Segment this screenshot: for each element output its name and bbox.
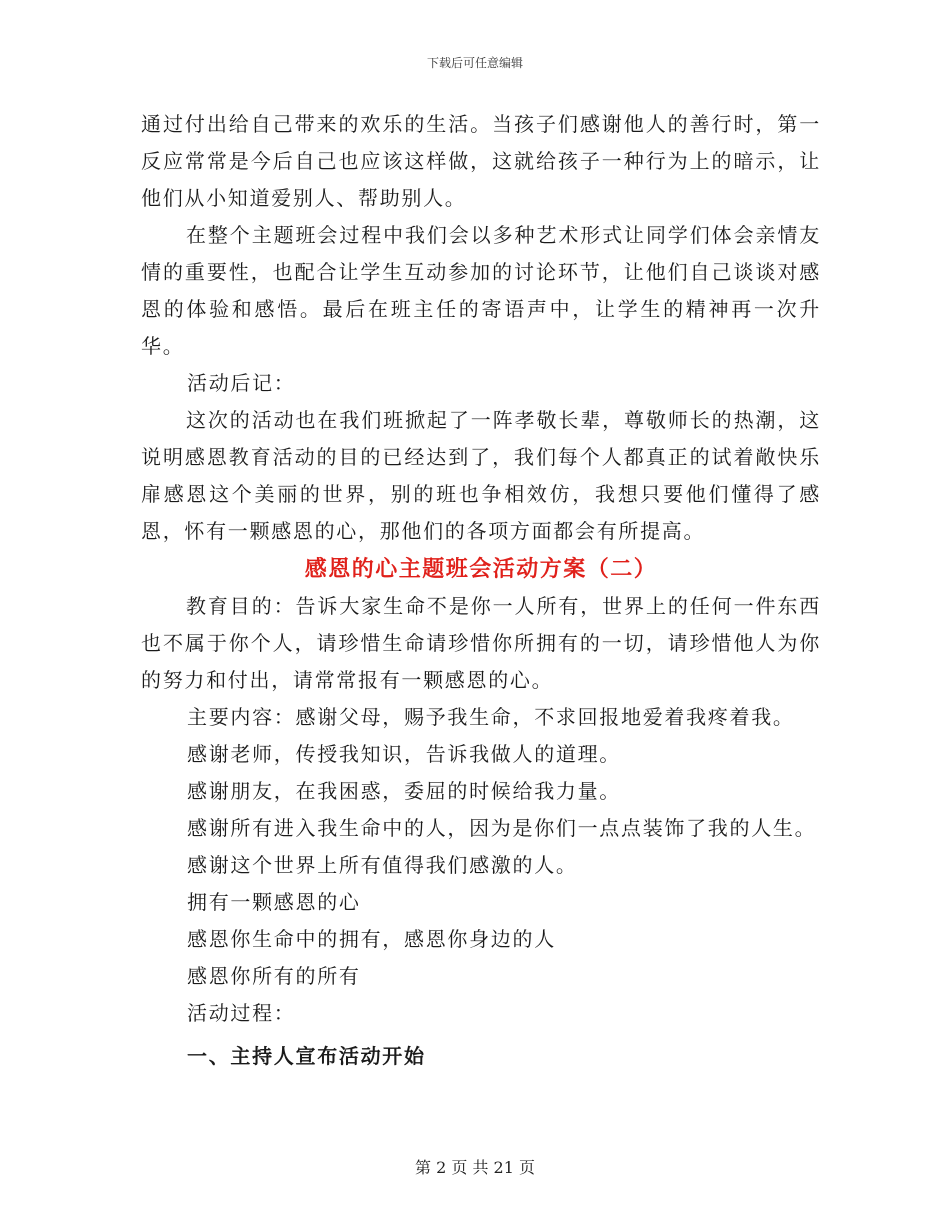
content-line: 感恩你生命中的拥有，感恩你身边的人 — [187, 927, 556, 951]
content-line: 感谢朋友，在我困惑，委屈的时候给我力量。 — [187, 779, 621, 803]
content-line: 感谢老师，传授我知识，告诉我做人的道理。 — [187, 742, 621, 766]
afterword-label: 活动后记： — [187, 371, 296, 395]
content-line: 拥有一颗感恩的心 — [187, 890, 361, 914]
activity-process-label: 活动过程： — [187, 1001, 296, 1025]
page-header-note: 下载后可任意编辑 — [426, 56, 523, 70]
purpose-paragraph: 教育目的：告诉大家生命不是你一人所有，世界上的任何一件东西也不属于你个人，请珍惜生命请珍惜你所拥有的一切，请珍惜他人为你的努力和付出，请常常报有一颗感恩的心。 — [141, 594, 821, 692]
page-footer: 第 2 页 共 21 页 — [415, 1158, 535, 1177]
content-line: 感谢所有进入我生命中的人，因为是你们一点点装饰了我的人生。 — [187, 816, 817, 840]
step-heading: 一、主持人宣布活动开始 — [187, 1044, 426, 1068]
document-body — [141, 106, 821, 1075]
paragraph-continued: 通过付出给自己带来的欢乐的生活。当孩子们感谢他人的善行时，第一反应常常是今后自己也应该这样做，这就给孩子一种行为上的暗示，让他们从小知道爱别人、帮助别人。 — [141, 112, 821, 210]
content-line: 感恩你所有的所有 — [187, 964, 361, 988]
content-line: 主要内容：感谢父母，赐予我生命，不求回报地爱着我疼着我。 — [187, 705, 795, 729]
paragraph-process: 在整个主题班会过程中我们会以多种艺术形式让同学们体会亲情友情的重要性，也配合让学生互动参加的讨论环节，让他们自己谈谈对感恩的体验和感悟。最后在班主任的寄语声中，让学生的精神再一次升华。 — [141, 223, 821, 358]
afterword-paragraph: 这次的活动也在我们班掀起了一阵孝敬长辈，尊敬师长的热潮，这说明感恩教育活动的目的已经达到了，我们每个人都真正的试着敞快乐扉感恩这个美丽的世界，别的班也争相效仿，我想只要他们懂得了感恩，怀有一颗感恩的心，那他们的各项方面都会有所提高。 — [141, 408, 821, 543]
section-title: 感恩的心主题班会活动方案（二） — [304, 556, 658, 582]
content-line: 感谢这个世界上所有值得我们感激的人。 — [187, 853, 578, 877]
